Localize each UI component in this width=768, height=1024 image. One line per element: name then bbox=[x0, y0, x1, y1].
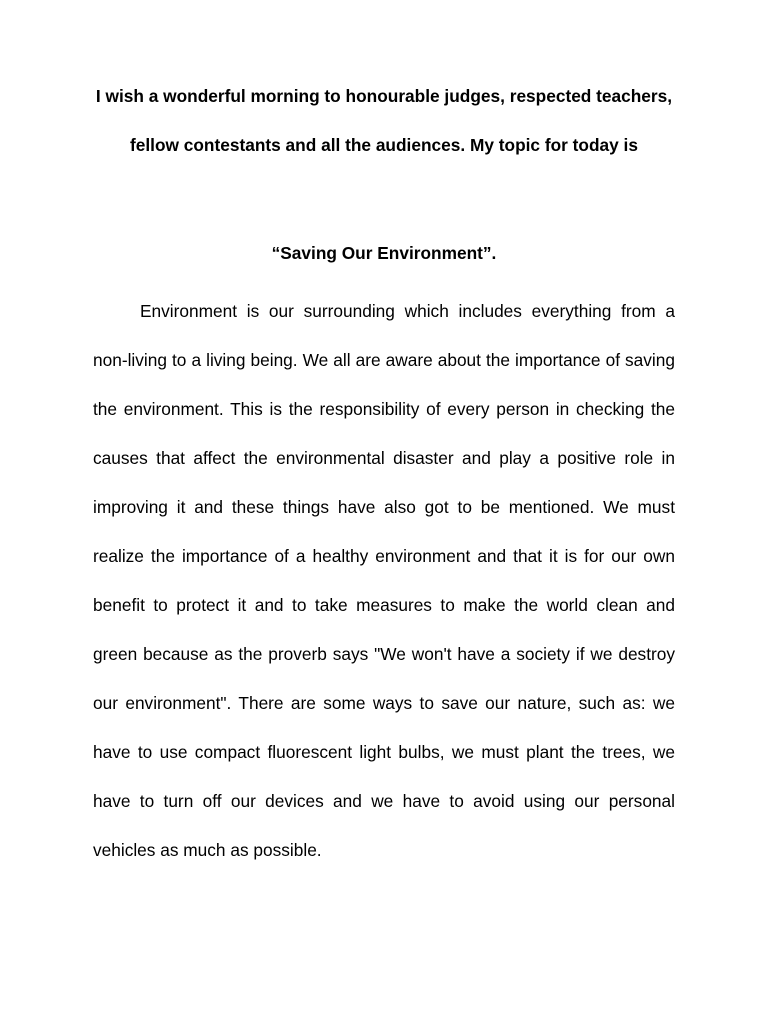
speech-body-paragraph: Environment is our surrounding which includes everything from a non-living to a living being. We all are aware about the importance of saving the environment. This is the responsibility of every person in checking the causes that affect the environmental disaster and play a positive role in improving it and these things have also got to be mentioned. We must realize the importance of a healthy environment and that it is for our own benefit to protect it and to take measures to make the world clean and green because as the proverb says "We won't have a society if we destroy our environment". There are some ways to save our nature, such as: we have to use compact fluorescent light bulbs, we must plant the trees, we have to turn off our devices and we have to avoid using our personal vehicles as much as possible. bbox=[93, 301, 675, 860]
speech-greeting: I wish a wonderful morning to honourable judges, respected teachers, fellow contestants and all the audiences. My topic for today is bbox=[95, 86, 673, 155]
speech-topic-title: “Saving Our Environment”. bbox=[271, 243, 497, 263]
